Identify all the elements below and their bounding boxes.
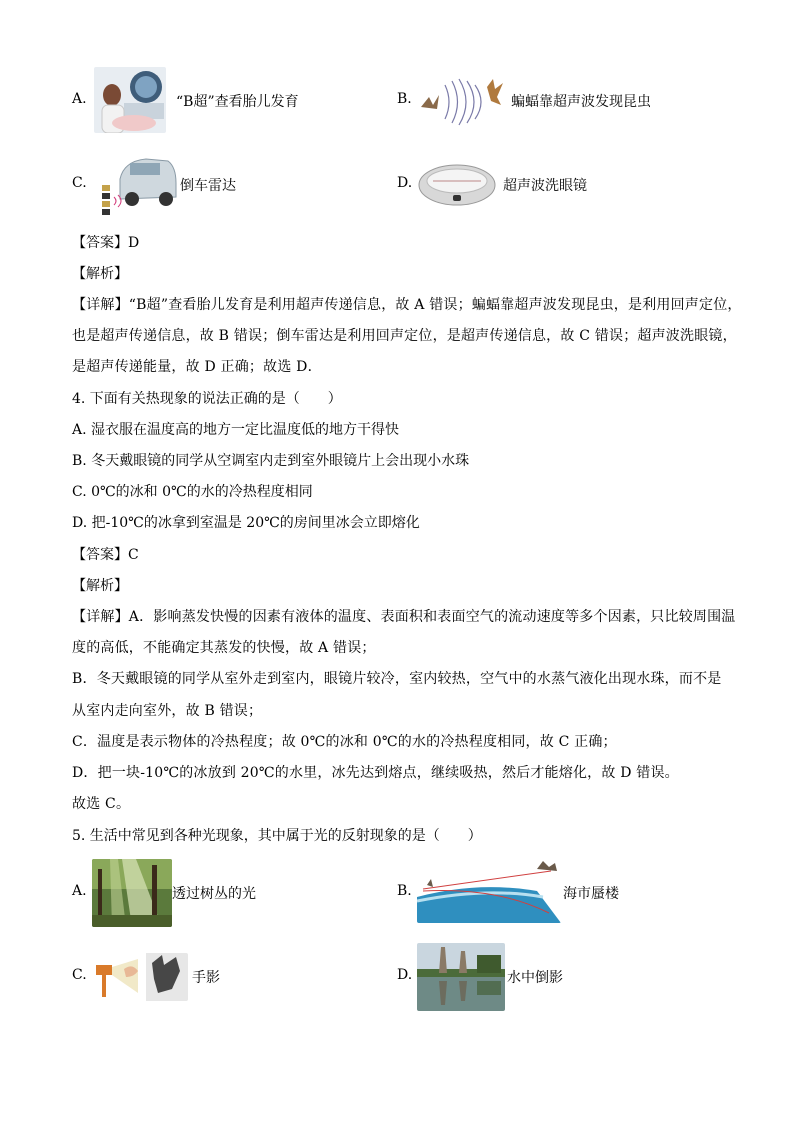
q3-detail-line: 也是超声传递信息，故 B 错误；倒车雷达是利用回声定位，是超声传递信息，故 C 错误；超声波洗眼镜， bbox=[72, 328, 737, 344]
option-letter: B. bbox=[397, 91, 412, 107]
option-letter: A. bbox=[72, 91, 87, 107]
option-caption: 水中倒影 bbox=[507, 970, 563, 986]
reflection-in-water-photo-icon bbox=[417, 943, 505, 1011]
q3-option-a bbox=[72, 67, 372, 137]
q5-stem: 5. 生活中常见到各种光现象，其中属于光的反射现象的是（ ） bbox=[72, 828, 482, 844]
option-letter: B. bbox=[397, 883, 412, 899]
q4-option-d: D. 把-10℃的冰拿到室温是 20℃的房间里冰会立即熔化 bbox=[72, 515, 420, 531]
ultrasound-exam-photo-icon bbox=[94, 67, 166, 133]
q4-stem: 4. 下面有关热现象的说法正确的是（ ） bbox=[72, 391, 342, 407]
q4-option-b: B. 冬天戴眼镜的同学从空调室内走到室外眼镜片上会出现小水珠 bbox=[72, 453, 470, 469]
q4-detail-line: 【详解】A．影响蒸发快慢的因素有液体的温度、表面积和表面空气的流动速度等多个因素，只比较周围温 bbox=[72, 609, 736, 625]
q4-detail-line: D．把一块-10℃的冰放到 20℃的水里，冰先达到熔点，继续吸热，然后才能熔化，故 D 错误。 bbox=[72, 765, 679, 781]
q5-option-a bbox=[72, 859, 372, 929]
option-letter: C. bbox=[72, 175, 87, 191]
q3-detail-line: 是超声传递能量，故 D 正确；故选 D． bbox=[72, 359, 322, 375]
option-caption: 倒车雷达 bbox=[180, 178, 236, 194]
option-letter: C. bbox=[72, 967, 87, 983]
q4-detail-line: 从室内走向室外，故 B 错误； bbox=[72, 703, 263, 719]
q3-option-b bbox=[397, 67, 727, 137]
option-letter: D. bbox=[397, 175, 413, 191]
option-caption: “B超”查看胎儿发育 bbox=[176, 94, 299, 110]
hand-shadow-picture-icon bbox=[94, 953, 188, 1001]
q3-detail-line: 【详解】“B超”查看胎儿发育是利用超声传递信息，故 A 错误；蝙蝠靠超声波发现昆虫，是利用回声定位， bbox=[72, 297, 742, 313]
ultrasonic-cleaner-picture-icon bbox=[417, 161, 497, 209]
mirage-diagram-icon bbox=[417, 861, 561, 923]
car-parking-radar-picture-icon bbox=[94, 151, 178, 219]
q4-detail-line: 故选 C。 bbox=[72, 796, 131, 812]
q5-option-d bbox=[397, 943, 727, 1013]
option-caption: 透过树丛的光 bbox=[172, 886, 256, 902]
option-caption: 蝙蝠靠超声波发现昆虫 bbox=[511, 94, 651, 110]
q4-detail-line: 度的高低，不能确定其蒸发的快慢，故 A 错误； bbox=[72, 640, 376, 656]
option-caption: 海市蜃楼 bbox=[563, 886, 619, 902]
option-caption: 手影 bbox=[192, 970, 220, 986]
bat-echolocation-picture-icon bbox=[417, 71, 509, 131]
q5-options-row-2 bbox=[72, 943, 722, 1013]
option-caption: 超声波洗眼镜 bbox=[503, 178, 587, 194]
q4-answer: 【答案】C bbox=[72, 547, 139, 563]
q3-option-c bbox=[72, 151, 372, 221]
q5-option-b bbox=[397, 859, 727, 929]
q5-option-c bbox=[72, 943, 372, 1013]
q3-options-row-1 bbox=[72, 67, 722, 137]
q3-option-d bbox=[397, 151, 727, 221]
q5-options-row-1 bbox=[72, 859, 722, 929]
q4-option-c: C. 0℃的冰和 0℃的水的冷热程度相同 bbox=[72, 484, 313, 500]
q4-detail-line: C．温度是表示物体的冷热程度；故 0℃的冰和 0℃的水的冷热程度相同，故 C 正确； bbox=[72, 734, 617, 750]
q3-analysis-label: 【解析】 bbox=[72, 266, 128, 282]
light-through-trees-photo-icon bbox=[92, 859, 172, 927]
option-letter: D. bbox=[397, 967, 413, 983]
option-letter: A. bbox=[72, 883, 87, 899]
q4-detail-line: B．冬天戴眼镜的同学从室外走到室内，眼镜片较冷，室内较热，空气中的水蒸气液化出现水珠，而不是 bbox=[72, 671, 722, 687]
q4-analysis-label: 【解析】 bbox=[72, 578, 128, 594]
q3-answer: 【答案】D bbox=[72, 235, 140, 251]
q4-option-a: A. 湿衣服在温度高的地方一定比温度低的地方干得快 bbox=[72, 422, 400, 438]
q3-options-row-2 bbox=[72, 151, 722, 221]
